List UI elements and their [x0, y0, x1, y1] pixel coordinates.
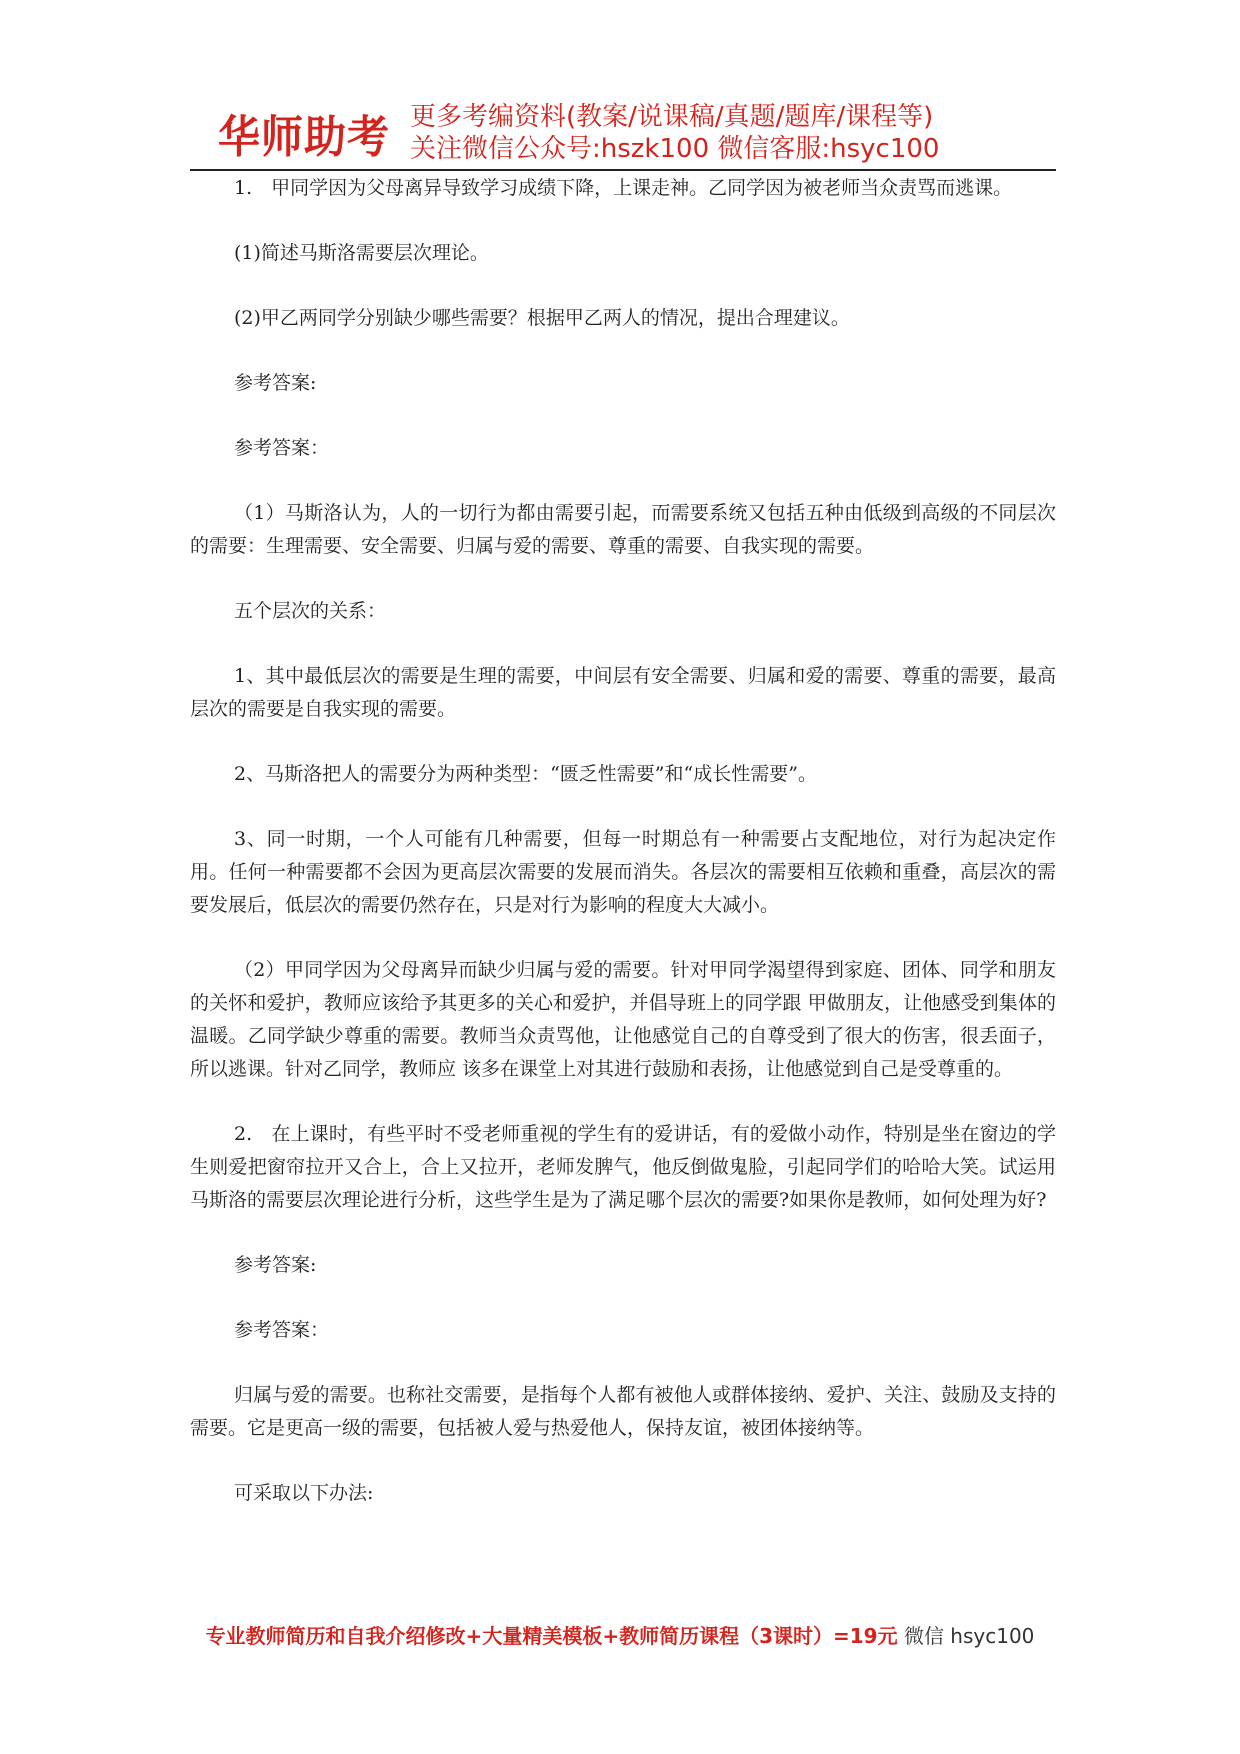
brand-logo: 华师助考 — [218, 110, 391, 163]
answer-label: 参考答案: — [234, 1254, 317, 1276]
answer-paragraph: 可采取以下办法: — [234, 1482, 374, 1504]
sub-question-1: (1)简述马斯洛需要层次理论。 — [234, 242, 489, 264]
promo-line-1: 更多考编资料(教案/说课稿/真题/题库/课程等) — [410, 102, 934, 132]
answer-paragraph: 归属与爱的需要。也称社交需要，是指每个人都有被他人或群体接纳、爱护、关注、鼓励及支持的需要。它是更高一级的需要，包括被人爱与热爱他人，保持友谊，被团体接纳等。 — [190, 1384, 1056, 1439]
question-1: 1. 甲同学因为父母离异导致学习成绩下降，上课走神。乙同学因为被老师当众责骂而逃课。 — [234, 177, 1013, 199]
answer-label: 参考答案： — [234, 437, 330, 459]
header-divider — [190, 169, 1056, 171]
answer-paragraph: 3、同一时期，一个人可能有几种需要，但每一时期总有一种需要占支配地位，对行为起决定作用。任何一种需要都不会因为更高层次需要的发展而消失。各层次的需要相互依赖和重叠，高层次的需要发展后，低层次的需要仍然存在，只是对行为影响的程度大大减小。 — [190, 828, 1056, 916]
footer-wechat: 微信 hsyc100 — [903, 1624, 1035, 1648]
document-body — [190, 172, 1056, 1542]
question-2: 2. 在上课时，有些平时不受老师重视的学生有的爱讲话，有的爱做小动作，特别是坐在窗边的学生则爱把窗帘拉开又合上，合上又拉开，老师发脾气，他反倒做鬼脸，引起同学们的哈哈大笑。试运用马斯洛的需要层次理论进行分析，这些学生是为了满足哪个层次的需要?如果你是教师，如何处理为好? — [190, 1123, 1056, 1211]
promo-line-2: 关注微信公众号:hszk100 微信客服:hsyc100 — [410, 134, 940, 164]
answer-paragraph: 五个层次的关系： — [234, 600, 387, 622]
promo-footer — [0, 1620, 1240, 1649]
answer-paragraph: 2、马斯洛把人的需要分为两种类型：“匮乏性需要”和“成长性需要”。 — [234, 763, 817, 785]
answer-label: 参考答案: — [234, 372, 317, 394]
footer-ad-text: 专业教师简历和自我介绍修改+大量精美模板+教师简历课程（3课时）=19元 — [205, 1624, 898, 1648]
answer-paragraph: （2）甲同学因为父母离异而缺少归属与爱的需要。针对甲同学渴望得到家庭、团体、同学和朋友的关怀和爱护，教师应该给予其更多的关心和爱护，并倡导班上的同学跟 甲做朋友，让他感受到集体的温暖。乙同学缺少尊重的需要。教师当众责骂他，让他感觉自己的自尊受到了很大的伤害，很丢面子，所以逃课。针对乙同学，教师应 该多在课堂上对其进行鼓励和表扬，让他感觉到自己是受尊重的。 — [190, 959, 1056, 1080]
answer-label: 参考答案： — [234, 1319, 330, 1341]
sub-question-2: (2)甲乙两同学分别缺少哪些需要？根据甲乙两人的情况，提出合理建议。 — [234, 307, 850, 329]
watermark-header — [200, 92, 1060, 164]
answer-paragraph: （1）马斯洛认为，人的一切行为都由需要引起，而需要系统又包括五种由低级到高级的不同层次的需要：生理需要、安全需要、归属与爱的需要、尊重的需要、自我实现的需要。 — [190, 502, 1056, 557]
answer-paragraph: 1、其中最低层次的需要是生理的需要，中间层有安全需要、归属和爱的需要、尊重的需要，最高层次的需要是自我实现的需要。 — [190, 665, 1056, 720]
